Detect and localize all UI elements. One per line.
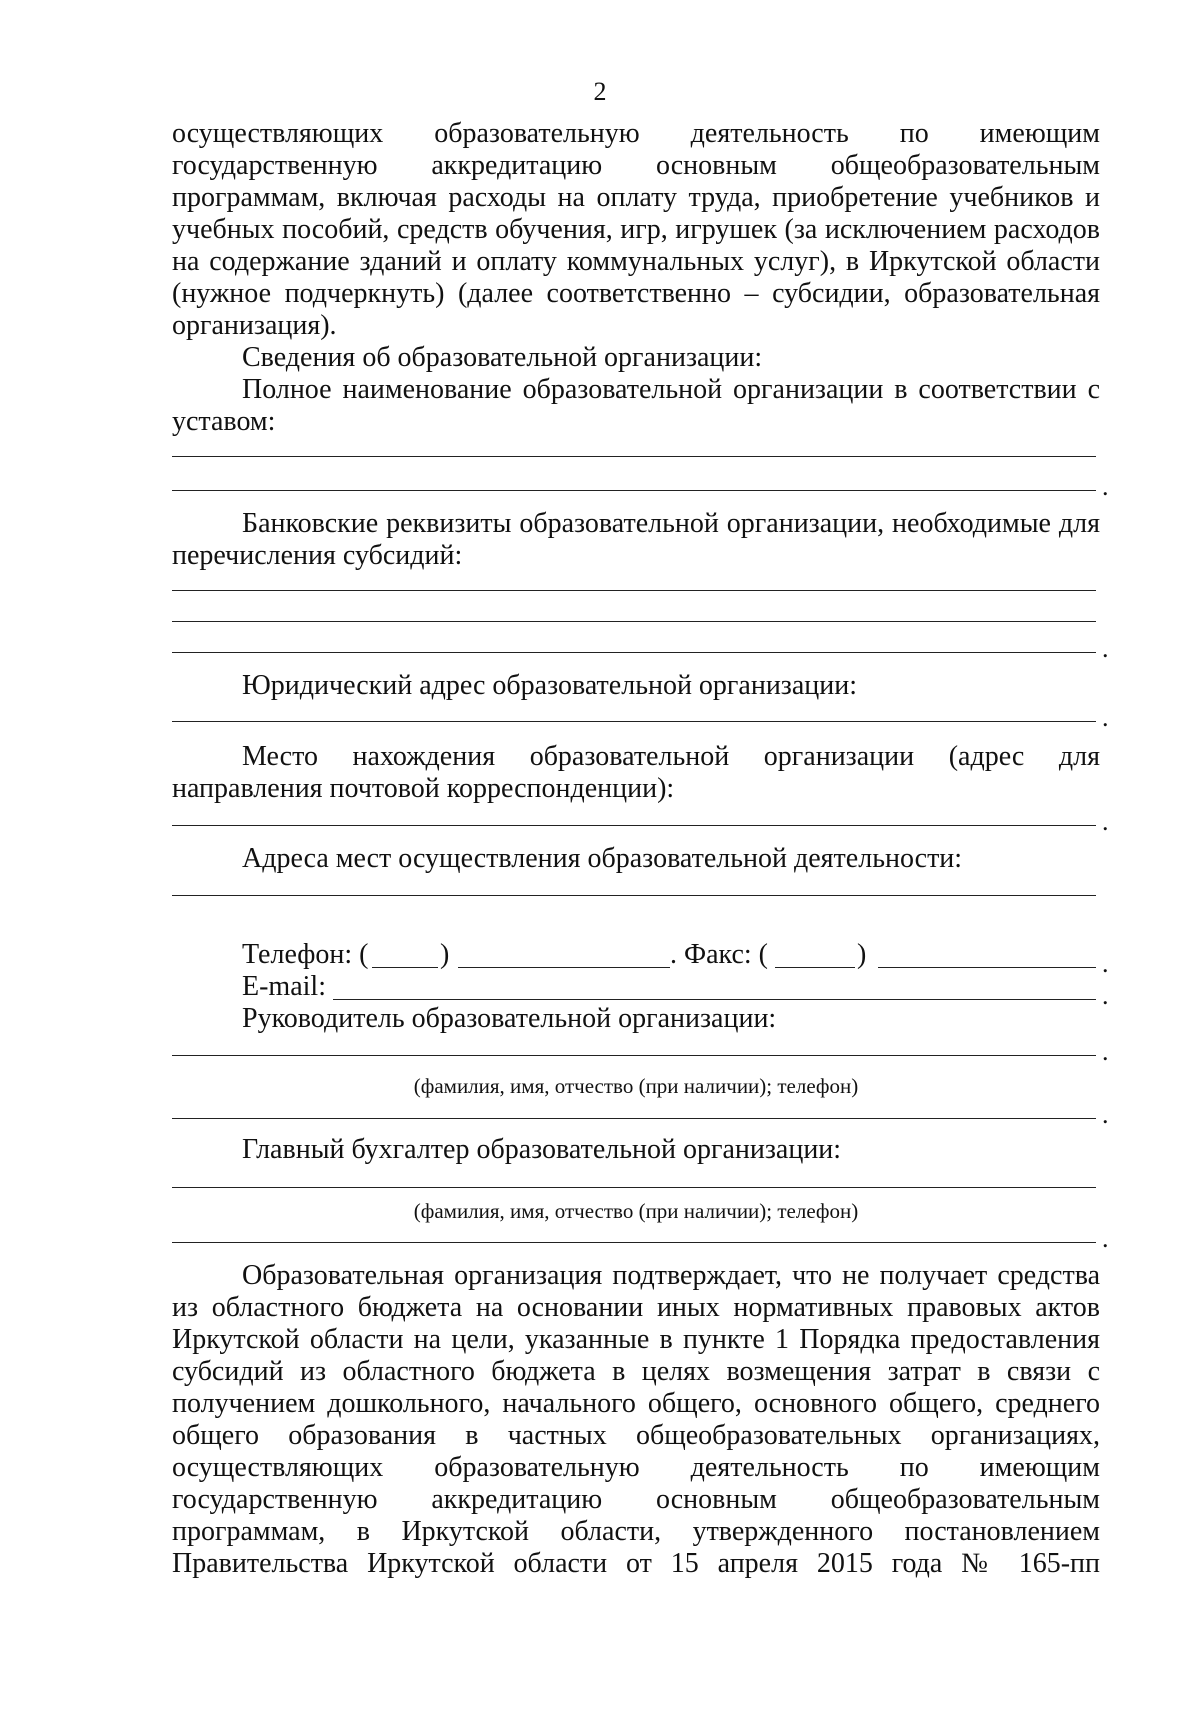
confirmation-line: программам, в Иркутской области, утвержденного постановлением xyxy=(172,1516,1100,1547)
confirmation-line: получением дошкольного, начального общего, основного общего, среднего xyxy=(172,1388,1100,1419)
phone-paren-close: ) xyxy=(440,939,450,970)
phone-label: Телефон: ( xyxy=(242,939,369,970)
intro-line: программам, включая расходы на оплату труда, приобретение учебников и xyxy=(172,182,1100,213)
page-number: 2 xyxy=(593,77,607,106)
fax-label: . Факс: ( xyxy=(670,939,768,970)
location-label: Место нахождения образовательной организации (адрес для xyxy=(242,741,1100,772)
email-label: E-mail: xyxy=(242,971,326,1002)
confirmation-line: Правительства Иркутской области от 15 апреля 2015 года № 165-пп xyxy=(172,1548,1100,1579)
info-heading: Сведения об образовательной организации: xyxy=(242,342,763,373)
full-name-field-line[interactable] xyxy=(172,456,1096,457)
bank-details-label: Банковские реквизиты образовательной организации, необходимые для xyxy=(242,508,1100,539)
fax-number-field[interactable] xyxy=(878,967,1096,968)
confirmation-line: Иркутской области на цели, указанные в пункте 1 Порядка предоставления xyxy=(172,1324,1100,1355)
confirmation-line: государственную аккредитацию основным общеобразовательным xyxy=(172,1484,1100,1515)
location-field-line[interactable] xyxy=(172,825,1096,826)
head-extra-field-line[interactable] xyxy=(172,1118,1096,1119)
confirmation-line: из областного бюджета на основании иных нормативных правовых актов xyxy=(172,1292,1100,1323)
bank-details-field-line[interactable] xyxy=(172,621,1096,622)
activity-addresses-field-line[interactable] xyxy=(172,895,1096,896)
head-field-caption: (фамилия, имя, отчество (при наличии); телефон) xyxy=(413,1074,859,1098)
intro-line: учебных пособий, средств обучения, игр, игрушек (за исключением расходов xyxy=(172,214,1100,245)
fax-code-field[interactable] xyxy=(775,967,855,968)
fax-paren-close: ) xyxy=(857,939,867,970)
line-end-period: . xyxy=(1102,1224,1109,1253)
full-name-label: Полное наименование образовательной организации в соответствии с xyxy=(242,374,1100,405)
bank-details-field-line[interactable] xyxy=(172,590,1096,591)
confirmation-line: общего образования в частных общеобразовательных организациях, xyxy=(172,1420,1100,1451)
confirmation-line: Образовательная организация подтверждает, что не получает средства xyxy=(242,1260,1100,1291)
accountant-label: Главный бухгалтер образовательной организации: xyxy=(242,1134,842,1165)
line-end-period: . xyxy=(1102,703,1109,732)
confirmation-line: осуществляющих образовательную деятельность по имеющим xyxy=(172,1452,1100,1483)
intro-line: организация). xyxy=(172,310,337,341)
legal-address-label: Юридический адрес образовательной организации: xyxy=(242,670,858,701)
line-end-period: . xyxy=(1102,1037,1109,1066)
line-end-period: . xyxy=(1102,807,1109,836)
head-label: Руководитель образовательной организации: xyxy=(242,1003,777,1034)
intro-line: государственную аккредитацию основным общеобразовательным xyxy=(172,150,1100,181)
line-end-period: . xyxy=(1102,472,1109,501)
email-field[interactable] xyxy=(333,999,1096,1000)
bank-details-label: перечисления субсидий: xyxy=(172,540,463,571)
accountant-field-caption: (фамилия, имя, отчество (при наличии); телефон) xyxy=(413,1199,859,1223)
full-name-field-line[interactable] xyxy=(172,490,1096,491)
location-label: направления почтовой корреспонденции): xyxy=(172,773,675,804)
activity-addresses-label: Адреса мест осуществления образовательной деятельности: xyxy=(242,843,963,874)
accountant-name-field-line[interactable] xyxy=(172,1187,1096,1188)
full-name-label: уставом: xyxy=(172,406,276,437)
intro-line: осуществляющих образовательную деятельность по имеющим xyxy=(172,118,1100,149)
line-end-period: . xyxy=(1102,634,1109,663)
phone-code-field[interactable] xyxy=(372,967,438,968)
head-name-field-line[interactable] xyxy=(172,1055,1096,1056)
accountant-extra-field-line[interactable] xyxy=(172,1242,1096,1243)
legal-address-field-line[interactable] xyxy=(172,721,1096,722)
line-end-period: . xyxy=(1102,949,1109,978)
intro-line: на содержание зданий и оплату коммунальных услуг), в Иркутской области xyxy=(172,246,1100,277)
confirmation-line: субсидий из областного бюджета в целях возмещения затрат в связи с xyxy=(172,1356,1100,1387)
intro-line: (нужное подчеркнуть) (далее соответственно – субсидии, образовательная xyxy=(172,278,1100,309)
line-end-period: . xyxy=(1102,1100,1109,1129)
bank-details-field-line[interactable] xyxy=(172,652,1096,653)
line-end-period: . xyxy=(1102,981,1109,1010)
phone-number-field[interactable] xyxy=(458,967,670,968)
